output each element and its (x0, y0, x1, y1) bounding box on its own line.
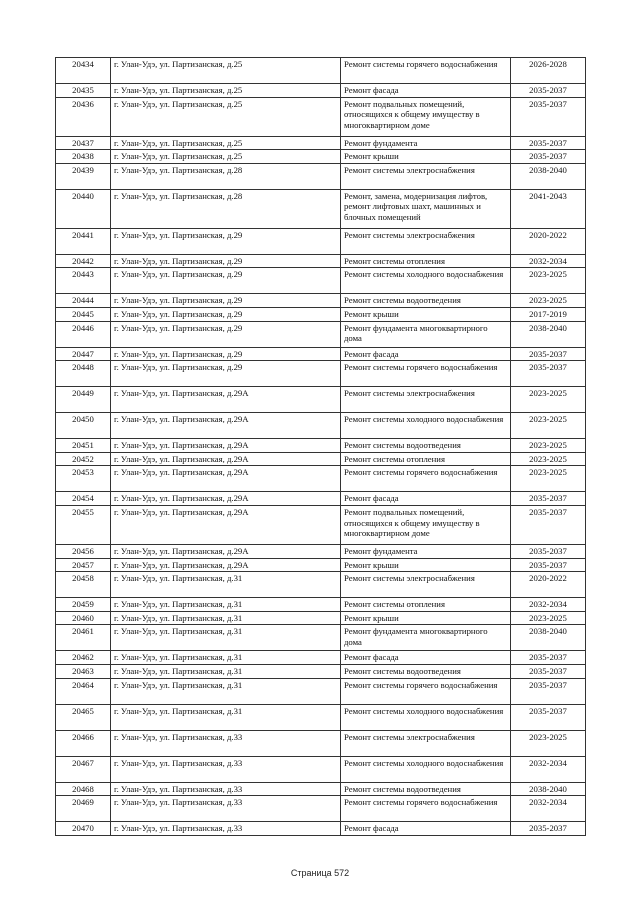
row-period: 2023-2025 (511, 466, 586, 492)
row-address: г. Улан-Удэ, ул. Партизанская, д.25 (111, 84, 341, 98)
row-period: 2035-2037 (511, 704, 586, 730)
row-address: г. Улан-Удэ, ул. Партизанская, д.31 (111, 704, 341, 730)
row-work-type: Ремонт фундамента многоквартирного дома (341, 625, 511, 651)
row-id: 20457 (56, 558, 111, 572)
row-work-type: Ремонт системы электроснабжения (341, 730, 511, 756)
row-period: 2035-2037 (511, 678, 586, 704)
row-address: г. Улан-Удэ, ул. Партизанская, д.29 (111, 268, 341, 294)
row-id: 20446 (56, 321, 111, 347)
row-period: 2035-2037 (511, 97, 586, 136)
row-address: г. Улан-Удэ, ул. Партизанская, д.33 (111, 782, 341, 796)
row-period: 2035-2037 (511, 558, 586, 572)
row-period: 2017-2019 (511, 307, 586, 321)
row-period: 2038-2040 (511, 163, 586, 189)
row-address: г. Улан-Удэ, ул. Партизанская, д.29А (111, 492, 341, 506)
table-row (56, 228, 586, 254)
row-period: 2020-2022 (511, 572, 586, 598)
table-row (56, 678, 586, 704)
repair-schedule-table (55, 57, 586, 836)
row-address: г. Улан-Удэ, ул. Партизанская, д.25 (111, 58, 341, 84)
row-id: 20468 (56, 782, 111, 796)
row-work-type: Ремонт, замена, модернизация лифтов, ремонт лифтовых шахт, машинных и блочных помещений (341, 189, 511, 228)
row-address: г. Улан-Удэ, ул. Партизанская, д.29А (111, 439, 341, 453)
row-work-type: Ремонт крыши (341, 558, 511, 572)
row-id: 20447 (56, 347, 111, 361)
table-row (56, 782, 586, 796)
row-address: г. Улан-Удэ, ул. Партизанская, д.31 (111, 598, 341, 612)
row-id: 20445 (56, 307, 111, 321)
row-id: 20437 (56, 136, 111, 150)
row-address: г. Улан-Удэ, ул. Партизанская, д.29А (111, 466, 341, 492)
row-address: г. Улан-Удэ, ул. Партизанская, д.29А (111, 544, 341, 558)
row-period: 2035-2037 (511, 651, 586, 665)
table-row (56, 84, 586, 98)
row-work-type: Ремонт фундамента (341, 136, 511, 150)
row-id: 20470 (56, 822, 111, 836)
table-row (56, 254, 586, 268)
row-address: г. Улан-Удэ, ул. Партизанская, д.29 (111, 321, 341, 347)
row-work-type: Ремонт фасада (341, 84, 511, 98)
row-period: 2035-2037 (511, 84, 586, 98)
row-id: 20448 (56, 361, 111, 387)
row-work-type: Ремонт крыши (341, 150, 511, 164)
row-id: 20455 (56, 505, 111, 544)
table-row (56, 730, 586, 756)
row-address: г. Улан-Удэ, ул. Партизанская, д.25 (111, 150, 341, 164)
table-row (56, 413, 586, 439)
row-id: 20435 (56, 84, 111, 98)
table-row (56, 268, 586, 294)
row-address: г. Улан-Удэ, ул. Партизанская, д.31 (111, 625, 341, 651)
row-work-type: Ремонт системы отопления (341, 452, 511, 466)
row-id: 20463 (56, 664, 111, 678)
row-address: г. Улан-Удэ, ул. Партизанская, д.31 (111, 611, 341, 625)
row-work-type: Ремонт подвальных помещений, относящихся к общему имуществу в многоквартирном доме (341, 505, 511, 544)
row-period: 2023-2025 (511, 268, 586, 294)
row-address: г. Улан-Удэ, ул. Партизанская, д.29А (111, 413, 341, 439)
row-work-type: Ремонт системы горячего водоснабжения (341, 796, 511, 822)
row-address: г. Улан-Удэ, ул. Партизанская, д.33 (111, 822, 341, 836)
row-period: 2035-2037 (511, 136, 586, 150)
row-id: 20444 (56, 294, 111, 308)
row-work-type: Ремонт фасада (341, 822, 511, 836)
row-work-type: Ремонт фасада (341, 492, 511, 506)
table-row (56, 704, 586, 730)
row-work-type: Ремонт системы электроснабжения (341, 572, 511, 598)
row-period: 2032-2034 (511, 796, 586, 822)
row-address: г. Улан-Удэ, ул. Партизанская, д.28 (111, 163, 341, 189)
row-period: 2023-2025 (511, 452, 586, 466)
table-row (56, 136, 586, 150)
table-row (56, 664, 586, 678)
row-work-type: Ремонт крыши (341, 307, 511, 321)
row-period: 2041-2043 (511, 189, 586, 228)
row-period: 2035-2037 (511, 544, 586, 558)
row-work-type: Ремонт системы холодного водоснабжения (341, 268, 511, 294)
row-address: г. Улан-Удэ, ул. Партизанская, д.25 (111, 97, 341, 136)
row-work-type: Ремонт системы отопления (341, 254, 511, 268)
row-id: 20461 (56, 625, 111, 651)
row-period: 2032-2034 (511, 598, 586, 612)
row-work-type: Ремонт системы электроснабжения (341, 228, 511, 254)
table-row (56, 163, 586, 189)
table-body (56, 58, 586, 836)
table-row (56, 611, 586, 625)
table-row (56, 756, 586, 782)
row-address: г. Улан-Удэ, ул. Партизанская, д.33 (111, 796, 341, 822)
table-row (56, 294, 586, 308)
table-row (56, 452, 586, 466)
row-address: г. Улан-Удэ, ул. Партизанская, д.25 (111, 136, 341, 150)
row-id: 20466 (56, 730, 111, 756)
row-work-type: Ремонт системы холодного водоснабжения (341, 756, 511, 782)
row-address: г. Улан-Удэ, ул. Партизанская, д.29 (111, 294, 341, 308)
row-address: г. Улан-Удэ, ул. Партизанская, д.29 (111, 307, 341, 321)
row-id: 20436 (56, 97, 111, 136)
table-row (56, 347, 586, 361)
row-work-type: Ремонт системы электроснабжения (341, 163, 511, 189)
table-row (56, 189, 586, 228)
row-work-type: Ремонт фундамента (341, 544, 511, 558)
row-work-type: Ремонт системы горячего водоснабжения (341, 678, 511, 704)
row-id: 20434 (56, 58, 111, 84)
row-address: г. Улан-Удэ, ул. Партизанская, д.29А (111, 387, 341, 413)
row-period: 2035-2037 (511, 347, 586, 361)
table-row (56, 307, 586, 321)
row-period: 2023-2025 (511, 730, 586, 756)
row-period: 2035-2037 (511, 492, 586, 506)
row-id: 20464 (56, 678, 111, 704)
table-row (56, 439, 586, 453)
row-work-type: Ремонт системы электроснабжения (341, 387, 511, 413)
row-address: г. Улан-Удэ, ул. Партизанская, д.29А (111, 558, 341, 572)
row-period: 2035-2037 (511, 361, 586, 387)
table-row (56, 572, 586, 598)
row-work-type: Ремонт системы горячего водоснабжения (341, 58, 511, 84)
table-row (56, 796, 586, 822)
row-period: 2035-2037 (511, 822, 586, 836)
row-work-type: Ремонт системы холодного водоснабжения (341, 704, 511, 730)
row-period: 2020-2022 (511, 228, 586, 254)
row-id: 20443 (56, 268, 111, 294)
row-period: 2035-2037 (511, 150, 586, 164)
table-row (56, 150, 586, 164)
row-id: 20442 (56, 254, 111, 268)
table-row (56, 492, 586, 506)
table-row (56, 544, 586, 558)
row-id: 20454 (56, 492, 111, 506)
page-number: Страница 572 (290, 868, 350, 878)
row-work-type: Ремонт системы горячего водоснабжения (341, 466, 511, 492)
table-row (56, 505, 586, 544)
table-row (56, 321, 586, 347)
row-id: 20467 (56, 756, 111, 782)
row-id: 20459 (56, 598, 111, 612)
row-period: 2038-2040 (511, 782, 586, 796)
row-id: 20449 (56, 387, 111, 413)
table-row (56, 822, 586, 836)
row-address: г. Улан-Удэ, ул. Партизанская, д.29 (111, 254, 341, 268)
row-period: 2032-2034 (511, 756, 586, 782)
table-row (56, 651, 586, 665)
row-period: 2026-2028 (511, 58, 586, 84)
table-row (56, 466, 586, 492)
table-row (56, 361, 586, 387)
row-work-type: Ремонт системы водоотведения (341, 294, 511, 308)
row-address: г. Улан-Удэ, ул. Партизанская, д.31 (111, 651, 341, 665)
table-row (56, 625, 586, 651)
row-work-type: Ремонт системы отопления (341, 598, 511, 612)
row-id: 20453 (56, 466, 111, 492)
row-id: 20441 (56, 228, 111, 254)
row-period: 2023-2025 (511, 439, 586, 453)
row-period: 2023-2025 (511, 611, 586, 625)
row-id: 20460 (56, 611, 111, 625)
row-work-type: Ремонт системы водоотведения (341, 782, 511, 796)
row-id: 20450 (56, 413, 111, 439)
row-address: г. Улан-Удэ, ул. Партизанская, д.31 (111, 664, 341, 678)
row-address: г. Улан-Удэ, ул. Партизанская, д.29А (111, 452, 341, 466)
row-work-type: Ремонт фасада (341, 347, 511, 361)
row-id: 20462 (56, 651, 111, 665)
row-address: г. Улан-Удэ, ул. Партизанская, д.29 (111, 228, 341, 254)
row-period: 2035-2037 (511, 505, 586, 544)
row-id: 20458 (56, 572, 111, 598)
row-id: 20469 (56, 796, 111, 822)
row-id: 20452 (56, 452, 111, 466)
row-period: 2023-2025 (511, 413, 586, 439)
row-period: 2023-2025 (511, 294, 586, 308)
row-address: г. Улан-Удэ, ул. Партизанская, д.31 (111, 572, 341, 598)
table-row (56, 58, 586, 84)
row-work-type: Ремонт фасада (341, 651, 511, 665)
row-address: г. Улан-Удэ, ул. Партизанская, д.29 (111, 347, 341, 361)
row-period: 2032-2034 (511, 254, 586, 268)
row-work-type: Ремонт фундамента многоквартирного дома (341, 321, 511, 347)
row-id: 20438 (56, 150, 111, 164)
row-id: 20451 (56, 439, 111, 453)
row-work-type: Ремонт системы горячего водоснабжения (341, 361, 511, 387)
row-address: г. Улан-Удэ, ул. Партизанская, д.28 (111, 189, 341, 228)
row-address: г. Улан-Удэ, ул. Партизанская, д.29А (111, 505, 341, 544)
row-id: 20439 (56, 163, 111, 189)
table-row (56, 558, 586, 572)
row-work-type: Ремонт системы холодного водоснабжения (341, 413, 511, 439)
row-work-type: Ремонт системы водоотведения (341, 664, 511, 678)
row-address: г. Улан-Удэ, ул. Партизанская, д.31 (111, 678, 341, 704)
row-period: 2038-2040 (511, 321, 586, 347)
row-id: 20465 (56, 704, 111, 730)
row-address: г. Улан-Удэ, ул. Партизанская, д.29 (111, 361, 341, 387)
table-row (56, 387, 586, 413)
row-work-type: Ремонт крыши (341, 611, 511, 625)
row-id: 20440 (56, 189, 111, 228)
row-work-type: Ремонт системы водоотведения (341, 439, 511, 453)
row-period: 2023-2025 (511, 387, 586, 413)
row-period: 2035-2037 (511, 664, 586, 678)
table-row (56, 598, 586, 612)
row-id: 20456 (56, 544, 111, 558)
row-address: г. Улан-Удэ, ул. Партизанская, д.33 (111, 756, 341, 782)
row-work-type: Ремонт подвальных помещений, относящихся к общему имуществу в многоквартирном доме (341, 97, 511, 136)
row-address: г. Улан-Удэ, ул. Партизанская, д.33 (111, 730, 341, 756)
table-row (56, 97, 586, 136)
row-period: 2038-2040 (511, 625, 586, 651)
